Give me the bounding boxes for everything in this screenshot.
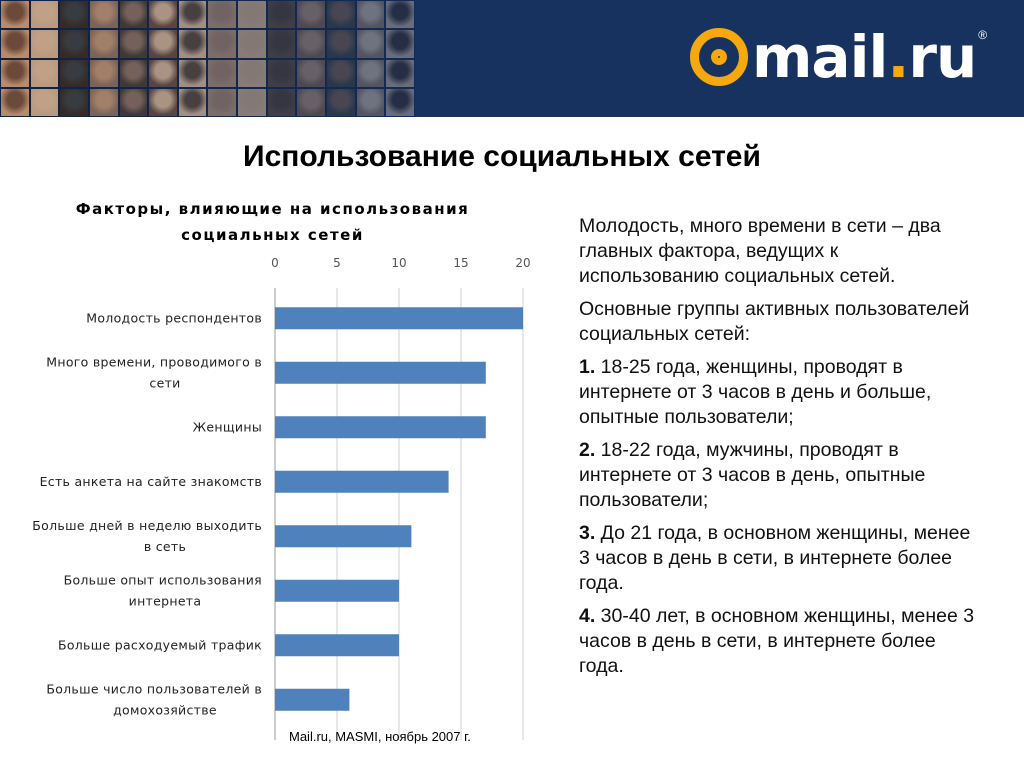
category-label: Больше расходуемый трафик	[57, 637, 262, 653]
collage-photo	[356, 59, 386, 88]
mailru-logo[interactable]	[690, 22, 987, 92]
collage-photo	[326, 88, 356, 117]
collage-photo	[296, 59, 326, 88]
collage-photo	[59, 29, 89, 58]
collage-photo	[326, 59, 356, 88]
collage-photo	[267, 59, 297, 88]
bar	[275, 634, 399, 656]
slide-title: Использование социальных сетей	[243, 140, 761, 173]
summary-paragraph: Молодость, много времени в сети – два главных фактора, ведущих к использованию социальных сетей.	[579, 215, 941, 287]
collage-photo	[0, 29, 30, 58]
bar	[275, 307, 523, 329]
collage-photo	[267, 0, 297, 29]
category-label: Больше дней в неделю выходить	[32, 517, 262, 533]
collage-photo	[178, 29, 208, 58]
factors-bar-chart	[0, 250, 560, 750]
x-tick-label: 0	[271, 256, 279, 270]
category-label: сети	[149, 375, 181, 391]
collage-photo	[30, 59, 60, 88]
registered-mark: ®	[978, 28, 988, 42]
chart-title: Факторы, влияющие на использования социальных сетей	[75, 200, 470, 244]
collage-photo	[89, 29, 119, 58]
collage-photo	[119, 88, 149, 117]
collage-photo	[356, 29, 386, 58]
collage-photo	[0, 59, 30, 88]
collage-photo	[296, 29, 326, 58]
x-tick-label: 5	[333, 256, 341, 270]
category-label: Есть анкета на сайте знакомств	[39, 473, 262, 489]
header-banner	[0, 0, 1024, 117]
collage-photo	[207, 0, 237, 29]
category-label: Женщины	[192, 419, 262, 435]
collage-photo	[237, 59, 267, 88]
collage-photo	[119, 59, 149, 88]
collage-photo	[267, 29, 297, 58]
collage-photo	[119, 29, 149, 58]
category-label: Много времени, проводимого в	[46, 354, 262, 370]
groups-intro: Основные группы активных пользователей социальных сетей:	[579, 298, 970, 345]
collage-photo	[119, 0, 149, 29]
collage-photo	[267, 88, 297, 117]
x-tick-label: 15	[453, 256, 469, 270]
collage-photo	[89, 88, 119, 117]
collage-photo	[0, 0, 30, 29]
collage-photo	[356, 88, 386, 117]
collage-photo	[296, 88, 326, 117]
category-label: домохозяйстве	[113, 702, 217, 718]
collage-photo	[30, 29, 60, 58]
category-label: Молодость респондентов	[86, 310, 262, 326]
bar	[275, 416, 486, 438]
collage-photo	[237, 0, 267, 29]
group-item-2: 2. 18-22 года, мужчины, проводят в интернете от 3 часов в день, опытные пользователи;	[579, 439, 926, 511]
collage-photo	[385, 59, 415, 88]
group-item-3: 3. До 21 года, в основном женщины, менее 3 часов в день в сети, в интернете более года.	[579, 522, 971, 594]
group-item-4: 4. 30-40 лет, в основном женщины, менее 3 часов в день в сети, в интернете более года.	[579, 605, 975, 677]
collage-photo	[178, 59, 208, 88]
collage-photo	[148, 88, 178, 117]
collage-photo	[178, 0, 208, 29]
collage-photo	[178, 88, 208, 117]
category-label: Больше опыт использования	[63, 572, 262, 588]
bar	[275, 362, 486, 384]
collage-photo	[0, 88, 30, 117]
collage-photo	[385, 29, 415, 58]
collage-photo	[207, 29, 237, 58]
logo-wordmark: mail.ru	[752, 23, 977, 91]
x-tick-label: 10	[391, 256, 407, 270]
bar	[275, 689, 349, 711]
collage-photo	[356, 0, 386, 29]
category-label: в сеть	[143, 538, 187, 554]
collage-photo	[89, 0, 119, 29]
collage-photo	[207, 59, 237, 88]
collage-photo	[89, 59, 119, 88]
collage-photo	[59, 88, 89, 117]
at-sign-icon	[690, 28, 748, 86]
collage-photo	[148, 29, 178, 58]
collage-photo	[59, 59, 89, 88]
collage-photo	[385, 0, 415, 29]
bar	[275, 471, 449, 493]
bar	[275, 580, 399, 602]
collage-photo	[326, 0, 356, 29]
collage-photo	[326, 29, 356, 58]
collage-photo	[30, 88, 60, 117]
summary-text	[579, 214, 979, 687]
group-item-1: 1. 18-25 года, женщины, проводят в интернете от 3 часов в день и больше, опытные пользователи;	[579, 356, 932, 428]
collage-photo	[237, 88, 267, 117]
collage-photo	[207, 88, 237, 117]
collage-photo	[296, 0, 326, 29]
collage-photo	[30, 0, 60, 29]
category-label: Больше число пользователей в	[46, 681, 262, 697]
collage-photo	[148, 0, 178, 29]
photo-collage	[0, 0, 415, 117]
collage-photo	[59, 0, 89, 29]
collage-photo	[148, 59, 178, 88]
source-note: Mail.ru, MASMI, ноябрь 2007 г.	[289, 729, 471, 744]
category-label: интернета	[128, 593, 202, 609]
collage-photo	[237, 29, 267, 58]
x-tick-label: 20	[515, 256, 531, 270]
collage-photo	[385, 88, 415, 117]
bar	[275, 525, 411, 547]
